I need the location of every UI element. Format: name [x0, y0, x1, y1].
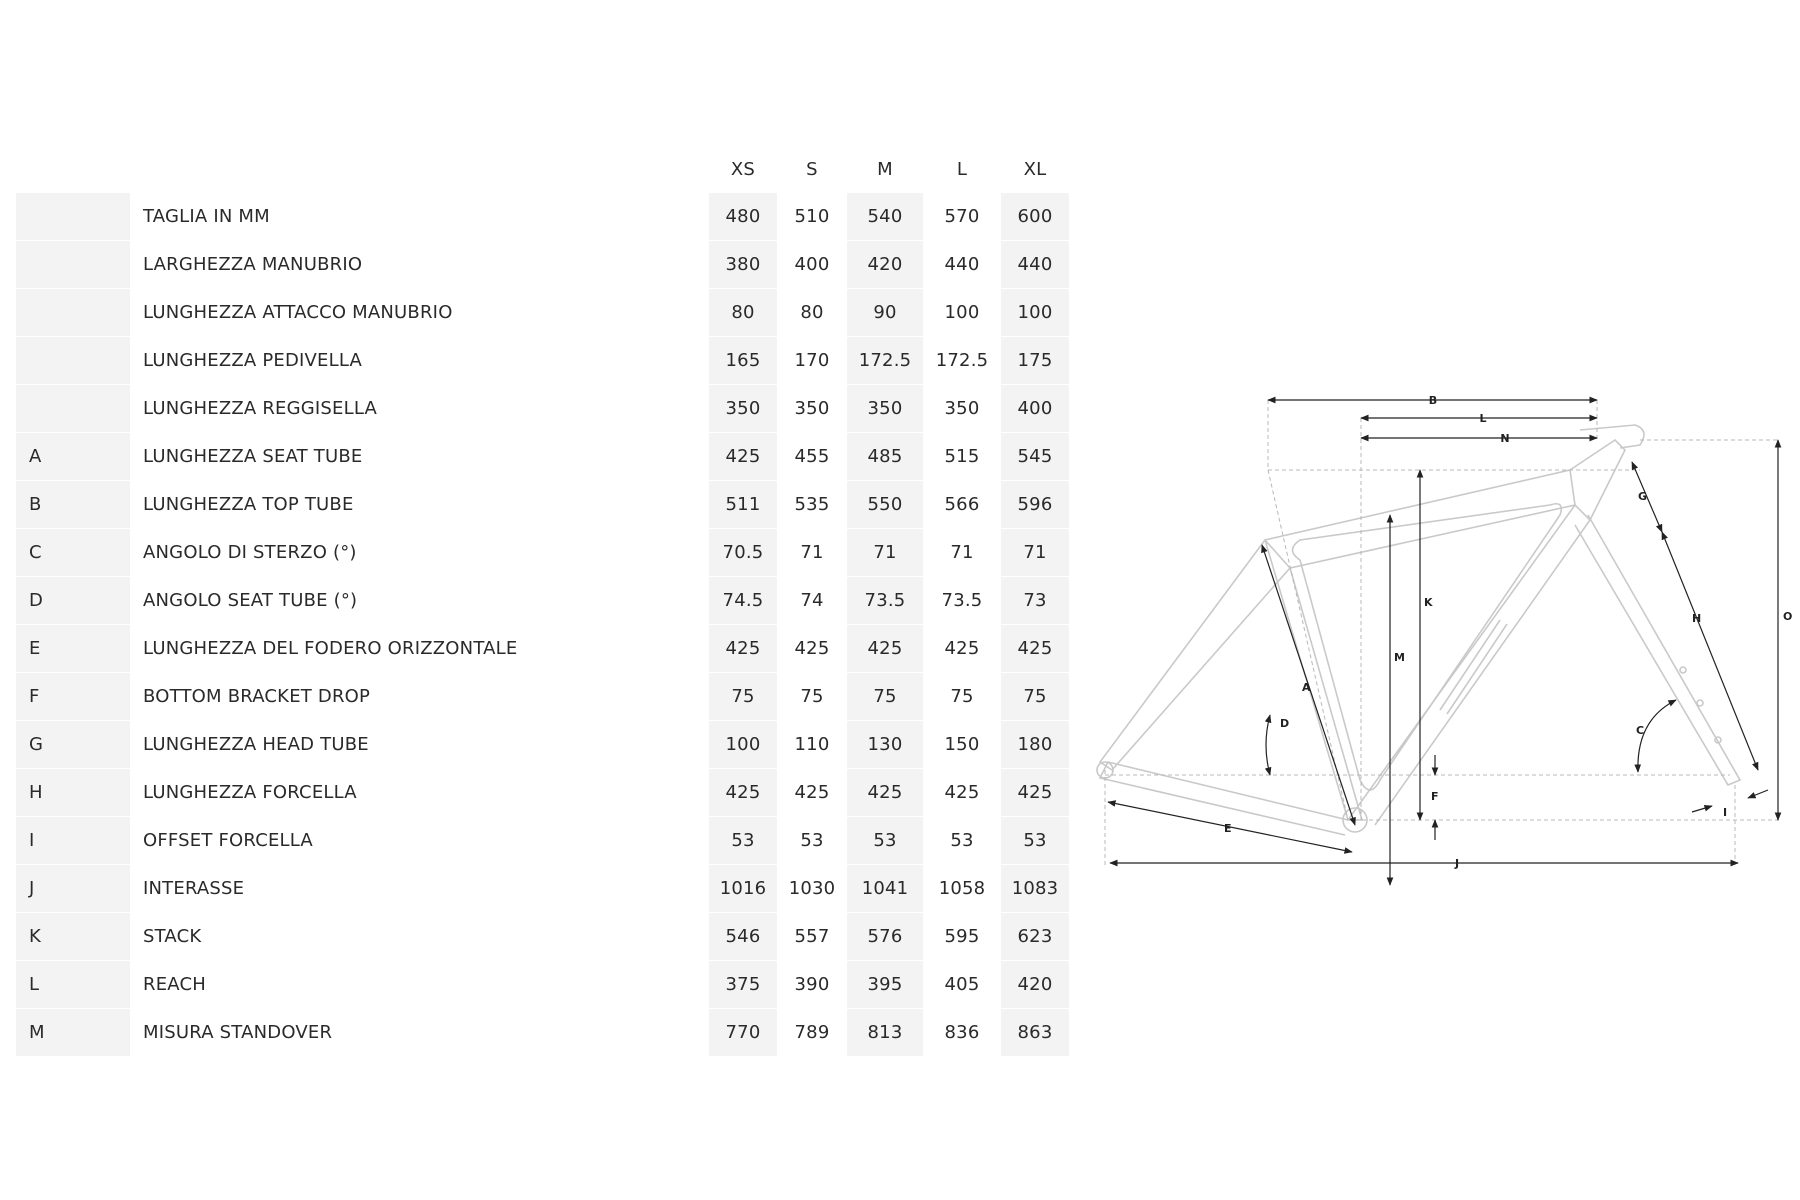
size-header-s: S [806, 158, 818, 180]
dim-label-g: G [1638, 490, 1648, 503]
table-row [16, 673, 1069, 721]
value-cell: 557 [778, 913, 846, 961]
dim-label-k: K [1424, 596, 1433, 609]
value-cell: 380 [709, 241, 777, 289]
value-cell: 570 [924, 193, 1000, 241]
value-cell: 405 [924, 961, 1000, 1009]
frame-outline [1097, 425, 1740, 835]
value-cell: 73.5 [847, 577, 923, 625]
row-label: BOTTOM BRACKET DROP [130, 673, 709, 721]
size-header-l: L [956, 158, 968, 180]
table-row [16, 721, 1069, 769]
table-row [16, 1009, 1069, 1057]
value-cell: 425 [709, 433, 777, 481]
reference-lines [1105, 400, 1780, 885]
value-cell: 375 [709, 961, 777, 1009]
dim-label-j: J [1455, 857, 1460, 870]
value-cell: 420 [847, 241, 923, 289]
value-cell: 71 [924, 529, 1000, 577]
value-cell: 53 [847, 817, 923, 865]
value-cell: 566 [924, 481, 1000, 529]
size-header-xs: XS [730, 158, 756, 180]
row-code: E [16, 625, 130, 673]
size-header-xl: XL [1023, 158, 1047, 180]
value-cell: 863 [1001, 1009, 1069, 1057]
value-cell: 350 [709, 385, 777, 433]
dim-label-m: M [1394, 651, 1405, 664]
value-cell: 395 [847, 961, 923, 1009]
table-row [16, 385, 1069, 433]
table-row [16, 865, 1069, 913]
value-cell: 789 [778, 1009, 846, 1057]
row-label: ANGOLO DI STERZO (°) [130, 529, 709, 577]
value-cell: 53 [709, 817, 777, 865]
value-cell: 150 [924, 721, 1000, 769]
row-label: LUNGHEZZA HEAD TUBE [130, 721, 709, 769]
value-cell: 130 [847, 721, 923, 769]
value-cell: 515 [924, 433, 1000, 481]
value-cell: 90 [847, 289, 923, 337]
row-code [16, 241, 130, 289]
table-row [16, 817, 1069, 865]
value-cell: 170 [778, 337, 846, 385]
size-header-m: M [877, 158, 893, 180]
value-cell: 576 [847, 913, 923, 961]
geometry-table-header [16, 145, 1069, 193]
value-cell: 1041 [847, 865, 923, 913]
row-label: LUNGHEZZA FORCELLA [130, 769, 709, 817]
table-row [16, 529, 1069, 577]
value-cell: 1016 [709, 865, 777, 913]
value-cell: 400 [1001, 385, 1069, 433]
table-row [16, 241, 1069, 289]
row-code [16, 337, 130, 385]
row-label: STACK [130, 913, 709, 961]
row-label: OFFSET FORCELLA [130, 817, 709, 865]
dimension-arrows [1108, 400, 1778, 885]
value-cell: 1058 [924, 865, 1000, 913]
value-cell: 425 [924, 769, 1000, 817]
value-cell: 623 [1001, 913, 1069, 961]
value-cell: 75 [847, 673, 923, 721]
value-cell: 440 [924, 241, 1000, 289]
row-label: LUNGHEZZA PEDIVELLA [130, 337, 709, 385]
value-cell: 510 [778, 193, 846, 241]
value-cell: 80 [778, 289, 846, 337]
row-label: LUNGHEZZA ATTACCO MANUBRIO [130, 289, 709, 337]
value-cell: 110 [778, 721, 846, 769]
geometry-table [16, 145, 1069, 1057]
value-cell: 420 [1001, 961, 1069, 1009]
value-cell: 100 [924, 289, 1000, 337]
header-label-spacer [130, 145, 709, 193]
value-cell: 425 [847, 769, 923, 817]
row-code: D [16, 577, 130, 625]
dim-label-i: I [1723, 806, 1728, 819]
value-cell: 540 [847, 193, 923, 241]
value-cell: 350 [778, 385, 846, 433]
row-label: TAGLIA IN MM [130, 193, 709, 241]
dim-label-b: B [1428, 394, 1438, 407]
value-cell: 172.5 [847, 337, 923, 385]
row-label: LUNGHEZZA SEAT TUBE [130, 433, 709, 481]
value-cell: 71 [1001, 529, 1069, 577]
row-code: B [16, 481, 130, 529]
value-cell: 600 [1001, 193, 1069, 241]
value-cell: 535 [778, 481, 846, 529]
value-cell: 75 [778, 673, 846, 721]
header-row [16, 145, 1069, 193]
row-code: M [16, 1009, 130, 1057]
value-cell: 1030 [778, 865, 846, 913]
dim-label-f: F [1431, 790, 1439, 803]
value-cell: 80 [709, 289, 777, 337]
value-cell: 425 [1001, 625, 1069, 673]
value-cell: 53 [778, 817, 846, 865]
value-cell: 73 [1001, 577, 1069, 625]
table-row [16, 913, 1069, 961]
dim-label-l: L [1479, 412, 1487, 425]
row-label: REACH [130, 961, 709, 1009]
value-cell: 511 [709, 481, 777, 529]
value-cell: 425 [1001, 769, 1069, 817]
value-cell: 180 [1001, 721, 1069, 769]
value-cell: 480 [709, 193, 777, 241]
row-code: J [16, 865, 130, 913]
row-code [16, 193, 130, 241]
value-cell: 425 [778, 769, 846, 817]
row-code: I [16, 817, 130, 865]
value-cell: 175 [1001, 337, 1069, 385]
row-code: A [16, 433, 130, 481]
row-code [16, 289, 130, 337]
value-cell: 425 [778, 625, 846, 673]
value-cell: 53 [924, 817, 1000, 865]
value-cell: 485 [847, 433, 923, 481]
value-cell: 172.5 [924, 337, 1000, 385]
value-cell: 550 [847, 481, 923, 529]
dim-label-c: C [1636, 724, 1645, 737]
value-cell: 836 [924, 1009, 1000, 1057]
value-cell: 390 [778, 961, 846, 1009]
value-cell: 53 [1001, 817, 1069, 865]
geometry-table-body [16, 193, 1069, 1057]
value-cell: 71 [778, 529, 846, 577]
dim-label-o: O [1783, 610, 1793, 623]
value-cell: 1083 [1001, 865, 1069, 913]
value-cell: 425 [924, 625, 1000, 673]
row-code [16, 385, 130, 433]
table-row [16, 481, 1069, 529]
row-code: C [16, 529, 130, 577]
dimension-labels [1224, 394, 1792, 870]
value-cell: 74 [778, 577, 846, 625]
value-cell: 440 [1001, 241, 1069, 289]
value-cell: 545 [1001, 433, 1069, 481]
row-label: ANGOLO SEAT TUBE (°) [130, 577, 709, 625]
frame-geometry-diagram [1090, 380, 1793, 910]
table-row [16, 577, 1069, 625]
table-row [16, 289, 1069, 337]
dim-label-h: H [1692, 612, 1702, 625]
value-cell: 455 [778, 433, 846, 481]
dim-label-a: A [1302, 681, 1311, 694]
value-cell: 596 [1001, 481, 1069, 529]
table-row [16, 193, 1069, 241]
row-label: LARGHEZZA MANUBRIO [130, 241, 709, 289]
dim-label-n: N [1500, 432, 1510, 445]
value-cell: 425 [847, 625, 923, 673]
value-cell: 595 [924, 913, 1000, 961]
value-cell: 100 [1001, 289, 1069, 337]
row-code: G [16, 721, 130, 769]
row-label: MISURA STANDOVER [130, 1009, 709, 1057]
value-cell: 74.5 [709, 577, 777, 625]
table-row [16, 961, 1069, 1009]
row-label: INTERASSE [130, 865, 709, 913]
dim-label-e: E [1224, 822, 1232, 835]
header-code-spacer [16, 145, 130, 193]
row-code: F [16, 673, 130, 721]
value-cell: 350 [847, 385, 923, 433]
table-row [16, 769, 1069, 817]
value-cell: 770 [709, 1009, 777, 1057]
table-row [16, 337, 1069, 385]
value-cell: 75 [709, 673, 777, 721]
table-row [16, 625, 1069, 673]
row-code: H [16, 769, 130, 817]
dim-label-d: D [1280, 717, 1290, 730]
value-cell: 165 [709, 337, 777, 385]
row-code: K [16, 913, 130, 961]
row-code: L [16, 961, 130, 1009]
value-cell: 73.5 [924, 577, 1000, 625]
value-cell: 813 [847, 1009, 923, 1057]
row-label: LUNGHEZZA REGGISELLA [130, 385, 709, 433]
value-cell: 400 [778, 241, 846, 289]
table-row [16, 433, 1069, 481]
value-cell: 350 [924, 385, 1000, 433]
value-cell: 100 [709, 721, 777, 769]
value-cell: 546 [709, 913, 777, 961]
row-label: LUNGHEZZA DEL FODERO ORIZZONTALE [130, 625, 709, 673]
value-cell: 71 [847, 529, 923, 577]
value-cell: 425 [709, 625, 777, 673]
value-cell: 70.5 [709, 529, 777, 577]
value-cell: 75 [924, 673, 1000, 721]
row-label: LUNGHEZZA TOP TUBE [130, 481, 709, 529]
value-cell: 425 [709, 769, 777, 817]
value-cell: 75 [1001, 673, 1069, 721]
